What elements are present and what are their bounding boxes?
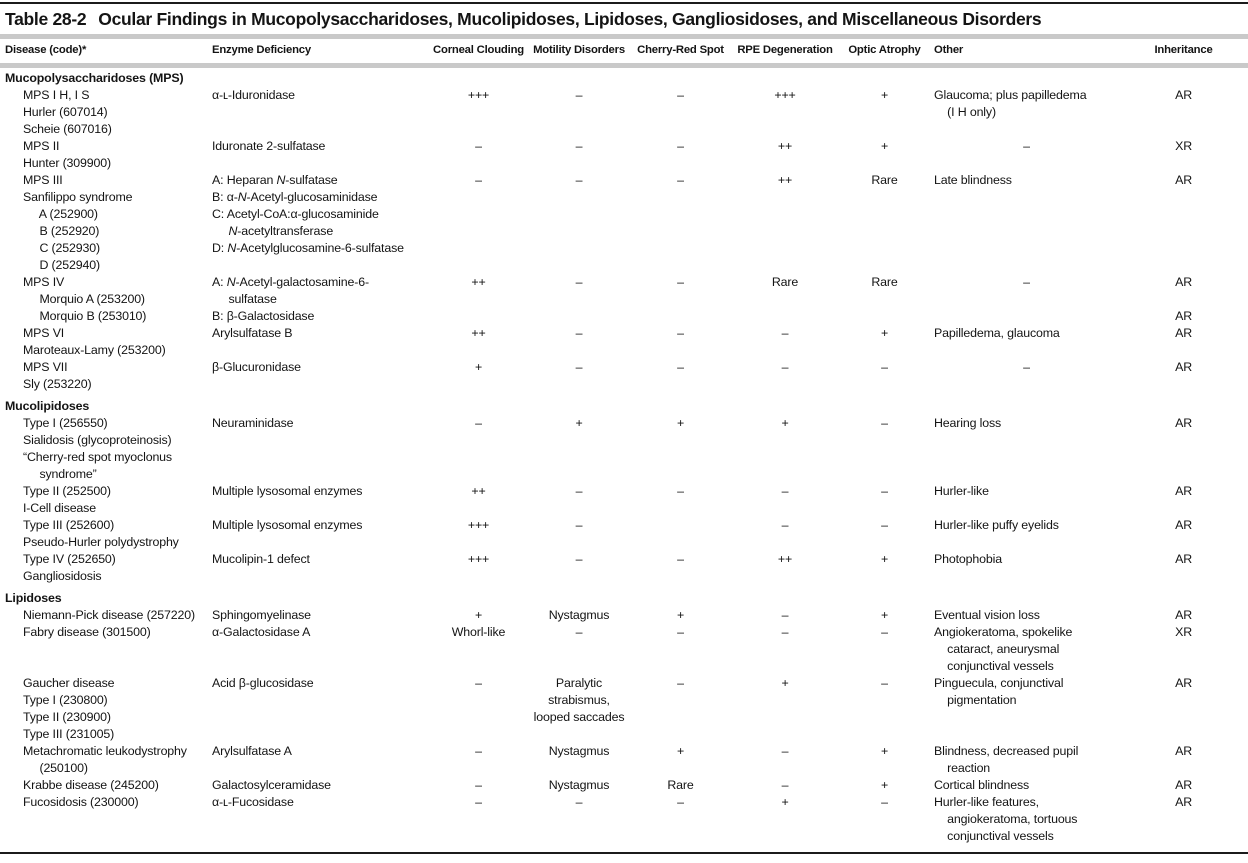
table-row	[5, 274, 1243, 325]
column-header-inheritance: Inheritance	[1154, 44, 1213, 56]
divider-band-header	[0, 63, 1248, 68]
cell-cherry: –	[677, 676, 684, 690]
cell-cherry: –	[677, 88, 684, 102]
cell-rpe: –	[781, 518, 789, 532]
cell-motility: Nystagmus	[548, 778, 610, 792]
section-header-row	[5, 393, 1243, 415]
title-text: Ocular Findings in Mucopolysaccharidoses, Mucolipidoses, Lipidoses, Gangliosidoses, and Miscellaneous Disorders	[98, 9, 1042, 29]
cell-other: Late blindness	[934, 173, 1012, 187]
cell-disease: Metachromatic leukodystrophy (250100)	[23, 744, 187, 775]
cell-cherry: –	[677, 795, 684, 809]
cell-other: Papilledema, glaucoma	[934, 326, 1060, 340]
cell-other: –	[1023, 139, 1030, 153]
cell-disease: Krabbe disease (245200)	[23, 778, 159, 792]
cell-corneal: –	[475, 744, 482, 758]
cell-optic: +	[880, 744, 889, 758]
cell-optic: +	[880, 778, 889, 792]
cell-other: Pinguecula, conjunctival pigmentation	[934, 676, 1064, 707]
cell-other: Glaucoma; plus papilledema (I H only)	[934, 88, 1087, 119]
cell-enzyme: A: Heparan N-sulfatase B: α-N-Acetyl-glucosaminidase C: Acetyl-CoA:α-glucosaminide N-acetyltransferase D: N-Acetylglucosamine-6-sulfatase	[212, 173, 404, 255]
cell-corneal: +++	[467, 552, 490, 566]
cell-rpe: –	[781, 778, 789, 792]
table-row	[5, 743, 1243, 777]
cell-disease: Type III (252600) Pseudo-Hurler polydystrophy	[23, 518, 179, 549]
cell-cherry: –	[677, 484, 684, 498]
cell-optic: –	[881, 518, 888, 532]
table-row	[5, 624, 1243, 675]
cell-cherry: –	[677, 552, 684, 566]
cell-motility: –	[575, 275, 583, 289]
cell-enzyme: β-Glucuronidase	[212, 360, 301, 374]
cell-optic: +	[880, 608, 889, 622]
cell-motility: –	[575, 326, 583, 340]
cell-other: Hurler-like features, angiokeratoma, tortuous conjunctival vessels	[934, 795, 1078, 843]
cell-disease: MPS II Hunter (309900)	[23, 139, 111, 170]
cell-motility: Nystagmus	[548, 744, 610, 758]
cell-disease: Type I (256550) Sialidosis (glycoproteinosis) “Cherry-red spot myoclonus syndrome”	[23, 416, 172, 481]
cell-corneal: –	[475, 676, 482, 690]
cell-disease: Gaucher disease Type I (230800) Type II (230900) Type III (231005)	[23, 676, 115, 741]
cell-optic: –	[881, 625, 888, 639]
cell-corneal: ++	[471, 326, 486, 340]
section-header-row	[5, 585, 1243, 607]
table-body	[5, 70, 1243, 845]
cell-rpe: –	[781, 625, 789, 639]
cell-disease: MPS VI Maroteaux-Lamy (253200)	[23, 326, 166, 357]
cell-corneal: –	[475, 795, 482, 809]
cell-motility: +	[575, 416, 583, 430]
table-row	[5, 415, 1243, 483]
cell-enzyme: Arylsulfatase A	[212, 744, 292, 758]
findings-table	[5, 70, 1243, 845]
cell-motility: –	[575, 88, 583, 102]
cell-cherry: +	[676, 608, 685, 622]
table-header	[5, 39, 1243, 63]
cell-enzyme: Multiple lysosomal enzymes	[212, 518, 363, 532]
cell-enzyme: α-ʟ-Fucosidase	[212, 795, 294, 809]
cell-other: –	[1023, 275, 1030, 289]
cell-disease: MPS VII Sly (253220)	[23, 360, 92, 391]
cell-enzyme: Mucolipin-1 defect	[212, 552, 310, 566]
cell-motility: –	[575, 173, 583, 187]
cell-optic: +	[880, 139, 889, 153]
cell-rpe: ++	[777, 139, 793, 153]
table-row	[5, 777, 1243, 794]
cell-disease: Fabry disease (301500)	[23, 625, 151, 639]
cell-enzyme: Multiple lysosomal enzymes	[212, 484, 363, 498]
cell-disease: MPS I H, I S Hurler (607014) Scheie (607016)	[23, 88, 112, 136]
cell-cherry: +	[676, 416, 685, 430]
cell-motility: –	[575, 518, 583, 532]
cell-inh: AR	[1175, 795, 1193, 809]
cell-motility: –	[575, 552, 583, 566]
cell-other: Hurler-like puffy eyelids	[934, 518, 1059, 532]
cell-corneal: +	[474, 608, 483, 622]
cell-corneal: +	[474, 360, 483, 374]
cell-enzyme: Neuraminidase	[212, 416, 294, 430]
cell-enzyme: α-Galactosidase A	[212, 625, 311, 639]
cell-corneal: –	[475, 173, 482, 187]
cell-other: Cortical blindness	[934, 778, 1030, 792]
section-title: Lipidoses	[5, 591, 62, 605]
cell-optic: +	[880, 88, 889, 102]
cell-corneal: ++	[471, 484, 486, 498]
cell-optic: +	[880, 326, 889, 340]
cell-rpe: +	[781, 416, 789, 430]
column-header-cherry-red-spot: Cherry-Red Spot	[637, 44, 724, 56]
cell-inh: AR	[1175, 173, 1193, 187]
section-header-row	[5, 70, 1243, 87]
cell-inh: XR	[1175, 625, 1193, 639]
cell-cherry: –	[677, 173, 684, 187]
table-row	[5, 675, 1243, 743]
cell-other: Hearing loss	[934, 416, 1002, 430]
cell-other: –	[1023, 360, 1030, 374]
table-number: Table 28-2	[5, 9, 87, 29]
cell-corneal: ++	[471, 275, 486, 289]
cell-motility: –	[575, 795, 583, 809]
cell-inh: AR	[1175, 88, 1193, 102]
table-row	[5, 138, 1243, 172]
cell-inh: AR	[1175, 552, 1193, 566]
cell-inh: AR	[1175, 326, 1193, 340]
section-title: Mucopolysaccharidoses (MPS)	[5, 71, 184, 85]
cell-inh: AR	[1175, 360, 1193, 374]
cell-inh: AR	[1175, 744, 1193, 758]
cell-rpe: –	[781, 326, 789, 340]
cell-optic: –	[881, 416, 888, 430]
cell-motility: –	[575, 360, 583, 374]
cell-motility: –	[575, 139, 583, 153]
cell-inh: AR	[1175, 778, 1193, 792]
table-row	[5, 325, 1243, 359]
table-row	[5, 172, 1243, 274]
cell-other: Blindness, decreased pupil reaction	[934, 744, 1079, 775]
cell-optic: –	[881, 484, 888, 498]
cell-enzyme: Iduronate 2-sulfatase	[212, 139, 326, 153]
section-title: Mucolipidoses	[5, 399, 90, 413]
cell-corneal: –	[475, 778, 482, 792]
cell-optic: Rare	[871, 275, 898, 289]
findings-table-header	[5, 39, 1243, 63]
cell-inh: XR	[1175, 139, 1193, 153]
table-row	[5, 359, 1243, 393]
cell-rpe: +	[781, 676, 789, 690]
table-title	[0, 4, 1248, 34]
cell-rpe: ++	[777, 552, 793, 566]
cell-optic: Rare	[871, 173, 898, 187]
column-header-motility-disorders: Motility Disorders	[533, 44, 625, 56]
cell-disease: MPS III Sanfilippo syndrome A (252900) B (252920) C (252930) D (252940)	[23, 173, 133, 272]
cell-rpe: –	[781, 744, 789, 758]
cell-cherry: Rare	[667, 778, 694, 792]
cell-cherry: –	[677, 625, 684, 639]
cell-enzyme: Sphingomyelinase	[212, 608, 311, 622]
cell-disease: Fucosidosis (230000)	[23, 795, 139, 809]
cell-cherry: –	[677, 326, 684, 340]
cell-corneal: Whorl-like	[451, 625, 506, 639]
column-header-rpe-degeneration: RPE Degeneration	[737, 44, 833, 56]
column-header-disease: Disease (code)*	[5, 44, 87, 56]
cell-rpe: –	[781, 608, 789, 622]
cell-rpe: +++	[774, 88, 796, 102]
cell-inh: AR	[1175, 416, 1193, 430]
cell-disease: Niemann-Pick disease (257220)	[23, 608, 195, 622]
column-header-corneal-clouding: Corneal Clouding	[433, 44, 524, 56]
cell-motility: Paralytic strabismus, looped saccades	[533, 676, 625, 724]
cell-cherry: +	[676, 744, 685, 758]
cell-other: Angiokeratoma, spokelike cataract, aneurysmal conjunctival vessels	[934, 625, 1073, 673]
cell-inh: AR	[1175, 676, 1193, 690]
cell-optic: –	[881, 360, 888, 374]
cell-rpe: –	[781, 360, 789, 374]
column-header-other: Other	[934, 44, 964, 56]
cell-other: Eventual vision loss	[934, 608, 1040, 622]
table-row	[5, 607, 1243, 624]
cell-optic: –	[881, 795, 888, 809]
cell-enzyme: Arylsulfatase B	[212, 326, 293, 340]
cell-rpe: –	[781, 484, 789, 498]
table-row	[5, 517, 1243, 551]
cell-enzyme: Acid β-glucosidase	[212, 676, 314, 690]
cell-motility: –	[575, 625, 583, 639]
cell-enzyme: Galactosylceramidase	[212, 778, 331, 792]
cell-corneal: –	[475, 139, 482, 153]
cell-optic: –	[881, 676, 888, 690]
cell-disease: MPS IV Morquio A (253200) Morquio B (253010)	[23, 275, 147, 323]
cell-rpe: Rare	[771, 275, 799, 289]
cell-inh: AR	[1175, 608, 1193, 622]
column-header-optic-atrophy: Optic Atrophy	[848, 44, 921, 56]
cell-other: Hurler-like	[934, 484, 989, 498]
column-header-enzyme-deficiency: Enzyme Deficiency	[212, 44, 311, 56]
cell-enzyme: α-ʟ-Iduronidase	[212, 88, 295, 102]
table-row	[5, 551, 1243, 585]
cell-rpe: +	[781, 795, 789, 809]
cell-motility: –	[575, 484, 583, 498]
cell-disease: Type II (252500) I-Cell disease	[23, 484, 111, 515]
bottom-rule	[0, 852, 1248, 854]
cell-inh: AR	[1175, 484, 1193, 498]
cell-motility: Nystagmus	[548, 608, 610, 622]
cell-cherry	[631, 517, 730, 551]
cell-inh: AR	[1175, 518, 1193, 532]
cell-optic: +	[880, 552, 889, 566]
cell-other: Photophobia	[934, 552, 1002, 566]
table-row	[5, 483, 1243, 517]
cell-corneal: +++	[467, 88, 490, 102]
header-row	[5, 39, 1243, 63]
cell-cherry: –	[677, 139, 684, 153]
cell-disease: Type IV (252650) Gangliosidosis	[23, 552, 116, 583]
cell-cherry: –	[677, 360, 684, 374]
cell-inh: AR AR	[1175, 275, 1193, 323]
cell-cherry: –	[677, 275, 684, 289]
cell-rpe: ++	[777, 173, 793, 187]
cell-corneal: +++	[467, 518, 490, 532]
cell-enzyme: A: N-Acetyl-galactosamine-6- sulfatase B: β-Galactosidase	[212, 275, 369, 323]
cell-corneal: –	[475, 416, 482, 430]
table-row	[5, 794, 1243, 845]
table-row	[5, 87, 1243, 138]
